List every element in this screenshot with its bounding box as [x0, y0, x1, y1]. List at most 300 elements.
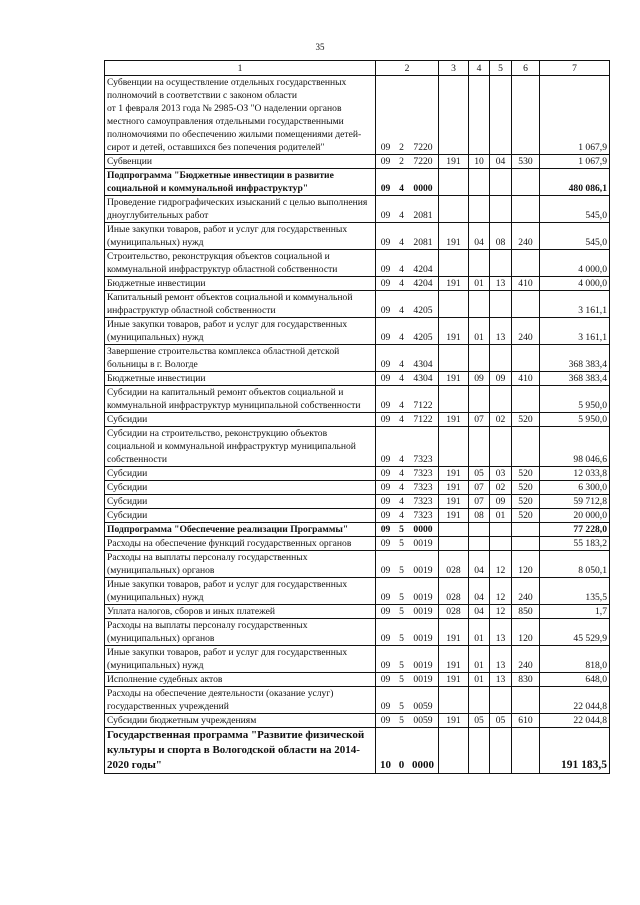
- table-row: [105, 223, 610, 250]
- code-direction: 4204: [413, 264, 433, 275]
- row-col4: [469, 196, 490, 223]
- row-col6: [512, 196, 540, 223]
- row-col5: [490, 427, 512, 467]
- table-row: [105, 728, 610, 774]
- code-group: [376, 537, 438, 550]
- code-subprogram: 4: [399, 414, 404, 425]
- row-col5: 13: [490, 277, 512, 291]
- row-col3: 191: [439, 223, 469, 250]
- code-direction: 7323: [413, 510, 433, 521]
- row-code: [376, 728, 439, 774]
- code-direction: 0019: [413, 660, 433, 671]
- row-col6: 520: [512, 481, 540, 495]
- row-col3: [439, 537, 469, 551]
- row-col5: [490, 345, 512, 372]
- row-amount: 12 033,8: [540, 467, 610, 481]
- row-col3: [439, 386, 469, 413]
- row-col6: 610: [512, 714, 540, 728]
- row-col5: [490, 250, 512, 277]
- code-subprogram: 4: [399, 468, 404, 479]
- row-col5: [490, 169, 512, 196]
- code-subprogram: 4: [399, 482, 404, 493]
- code-program: 09: [380, 305, 391, 316]
- row-code: [376, 223, 439, 250]
- code-direction: 7122: [413, 400, 433, 411]
- row-name: Расходы на выплаты персоналу государственных (муниципальных) органов: [105, 551, 376, 578]
- code-subprogram: 4: [399, 264, 404, 275]
- code-group: [376, 331, 438, 344]
- row-code: [376, 413, 439, 427]
- row-amount: 77 228,0: [540, 523, 610, 537]
- row-col3: [439, 76, 469, 155]
- code-group: [376, 155, 438, 168]
- row-code: [376, 386, 439, 413]
- code-subprogram: 5: [399, 592, 404, 603]
- table-row: [105, 277, 610, 291]
- row-col6: 850: [512, 605, 540, 619]
- code-program: 09: [380, 538, 391, 549]
- row-name: Бюджетные инвестиции: [105, 372, 376, 386]
- code-direction: 4304: [413, 373, 433, 384]
- row-code: [376, 318, 439, 345]
- row-col4: [469, 76, 490, 155]
- row-code: [376, 291, 439, 318]
- row-col5: [490, 196, 512, 223]
- page-number: 35: [315, 42, 325, 52]
- row-name: Уплата налогов, сборов и иных платежей: [105, 605, 376, 619]
- row-col3: 191: [439, 673, 469, 687]
- code-program: 09: [380, 510, 391, 521]
- row-code: [376, 196, 439, 223]
- code-program: 09: [380, 278, 391, 289]
- row-code: [376, 277, 439, 291]
- row-name: Субсидии на строительство, реконструкцию объектов социальной и коммунальной инфраструктур муниципальной собственности: [105, 427, 376, 467]
- code-direction: 7323: [413, 468, 433, 479]
- table-row: [105, 196, 610, 223]
- code-program: 09: [380, 142, 391, 153]
- code-group: [376, 467, 438, 480]
- header-col-2: 2: [376, 61, 439, 76]
- row-col3: [439, 196, 469, 223]
- row-amount: 22 044,8: [540, 687, 610, 714]
- row-col4: 04: [469, 578, 490, 605]
- table-row: [105, 413, 610, 427]
- code-subprogram: 0: [398, 759, 405, 771]
- row-name: Государственная программа "Развитие физической культуры и спорта в Вологодской области на 2014-2020 годы": [105, 728, 376, 774]
- row-col4: 04: [469, 223, 490, 250]
- row-col6: 410: [512, 277, 540, 291]
- row-code: [376, 427, 439, 467]
- code-program: 09: [380, 633, 391, 644]
- row-col4: [469, 523, 490, 537]
- row-amount: 45 529,9: [540, 619, 610, 646]
- row-amount: 1 067,9: [540, 155, 610, 169]
- row-amount: 191 183,5: [540, 728, 610, 774]
- table-row: [105, 578, 610, 605]
- table-row: [105, 155, 610, 169]
- row-col6: 520: [512, 413, 540, 427]
- header-col-5: 5: [490, 61, 512, 76]
- row-col6: [512, 169, 540, 196]
- code-subprogram: 4: [399, 278, 404, 289]
- code-subprogram: 5: [399, 538, 404, 549]
- code-direction: 4204: [413, 278, 433, 289]
- table-row: [105, 551, 610, 578]
- code-direction: 7122: [413, 414, 433, 425]
- row-col6: 240: [512, 578, 540, 605]
- row-name: Завершение строительства комплекса областной детской больницы в г. Вологде: [105, 345, 376, 372]
- row-name: Субвенции: [105, 155, 376, 169]
- row-amount: 20 000,0: [540, 509, 610, 523]
- code-program: 09: [380, 373, 391, 384]
- row-amount: 818,0: [540, 646, 610, 673]
- row-col3: [439, 169, 469, 196]
- row-col6: 120: [512, 619, 540, 646]
- row-code: [376, 578, 439, 605]
- row-col5: [490, 386, 512, 413]
- table-row: [105, 372, 610, 386]
- row-col4: 08: [469, 509, 490, 523]
- row-col4: 10: [469, 155, 490, 169]
- table-row: [105, 386, 610, 413]
- code-program: 09: [380, 359, 391, 370]
- code-program: 09: [380, 482, 391, 493]
- row-amount: 648,0: [540, 673, 610, 687]
- table-row: [105, 673, 610, 687]
- row-amount: 22 044,8: [540, 714, 610, 728]
- code-group: [376, 700, 438, 713]
- code-group: [376, 564, 438, 577]
- code-subprogram: 5: [399, 660, 404, 671]
- row-col5: [490, 76, 512, 155]
- table-row: [105, 291, 610, 318]
- row-name: Субсидии на капитальный ремонт объектов социальной и коммунальной инфраструктур муниципальной собственности: [105, 386, 376, 413]
- table-row: [105, 605, 610, 619]
- code-group: [376, 358, 438, 371]
- code-group: [376, 182, 438, 195]
- row-amount: 6 300,0: [540, 481, 610, 495]
- code-direction: 2081: [413, 237, 433, 248]
- code-program: 09: [380, 701, 391, 712]
- row-name: Субсидии: [105, 509, 376, 523]
- code-group: [376, 509, 438, 522]
- row-amount: 3 161,1: [540, 291, 610, 318]
- row-code: [376, 169, 439, 196]
- code-subprogram: 5: [399, 565, 404, 576]
- row-code: [376, 646, 439, 673]
- code-group: [376, 523, 438, 536]
- code-subprogram: 4: [399, 454, 404, 465]
- row-col6: [512, 250, 540, 277]
- code-program: 09: [380, 237, 391, 248]
- row-col3: 191: [439, 495, 469, 509]
- row-col4: 04: [469, 605, 490, 619]
- code-program: 09: [380, 210, 391, 221]
- row-col4: 01: [469, 673, 490, 687]
- header-row: [105, 61, 610, 76]
- row-col6: [512, 728, 540, 774]
- row-col5: 02: [490, 413, 512, 427]
- row-name: Субсидии бюджетным учреждениям: [105, 714, 376, 728]
- row-amount: 3 161,1: [540, 318, 610, 345]
- row-col5: 13: [490, 318, 512, 345]
- code-subprogram: 4: [399, 305, 404, 316]
- code-program: 09: [380, 715, 391, 726]
- row-code: [376, 673, 439, 687]
- row-amount: 59 712,8: [540, 495, 610, 509]
- row-col4: [469, 250, 490, 277]
- code-direction: 0019: [413, 606, 433, 617]
- row-code: [376, 481, 439, 495]
- code-group: [376, 277, 438, 290]
- row-name: Расходы на обеспечение деятельности (оказание услуг) государственных учреждений: [105, 687, 376, 714]
- table-row: [105, 250, 610, 277]
- code-subprogram: 4: [399, 210, 404, 221]
- code-program: 09: [380, 400, 391, 411]
- table-row: [105, 467, 610, 481]
- row-col6: 120: [512, 551, 540, 578]
- row-col6: 530: [512, 155, 540, 169]
- row-amount: 8 050,1: [540, 551, 610, 578]
- row-col3: [439, 345, 469, 372]
- code-program: 09: [380, 454, 391, 465]
- row-col3: [439, 728, 469, 774]
- code-direction: 0000: [413, 524, 433, 535]
- row-col4: [469, 386, 490, 413]
- code-group: [376, 263, 438, 276]
- code-direction: 7323: [413, 496, 433, 507]
- row-col3: 191: [439, 646, 469, 673]
- row-name: Подпрограмма "Обеспечение реализации Программы": [105, 523, 376, 537]
- row-code: [376, 687, 439, 714]
- code-subprogram: 4: [399, 510, 404, 521]
- code-direction: 4304: [413, 359, 433, 370]
- table-row: [105, 523, 610, 537]
- row-col4: 01: [469, 619, 490, 646]
- row-amount: 4 000,0: [540, 250, 610, 277]
- row-col3: [439, 250, 469, 277]
- row-code: [376, 509, 439, 523]
- row-col4: [469, 427, 490, 467]
- table-row: [105, 495, 610, 509]
- code-program: 09: [380, 183, 391, 194]
- row-col5: 02: [490, 481, 512, 495]
- row-col4: [469, 728, 490, 774]
- code-program: 09: [380, 496, 391, 507]
- row-code: [376, 605, 439, 619]
- code-subprogram: 4: [399, 373, 404, 384]
- row-name: Субсидии: [105, 413, 376, 427]
- row-code: [376, 372, 439, 386]
- row-name: Исполнение судебных актов: [105, 673, 376, 687]
- row-name: Проведение гидрографических изысканий с целью выполнения дноуглубительных работ: [105, 196, 376, 223]
- code-direction: 7220: [413, 142, 433, 153]
- code-subprogram: 4: [399, 400, 404, 411]
- row-amount: 545,0: [540, 196, 610, 223]
- row-col3: 191: [439, 277, 469, 291]
- table-row: [105, 687, 610, 714]
- header-col-6: 6: [512, 61, 540, 76]
- row-col5: 09: [490, 372, 512, 386]
- code-program: 09: [380, 524, 391, 535]
- row-code: [376, 495, 439, 509]
- row-col6: 520: [512, 509, 540, 523]
- row-amount: 368 383,4: [540, 345, 610, 372]
- code-subprogram: 5: [399, 524, 404, 535]
- row-name: Иные закупки товаров, работ и услуг для государственных (муниципальных) нужд: [105, 223, 376, 250]
- row-code: [376, 537, 439, 551]
- row-amount: 1 067,9: [540, 76, 610, 155]
- code-group: [376, 209, 438, 222]
- row-col6: [512, 687, 540, 714]
- row-col6: 830: [512, 673, 540, 687]
- code-direction: 4205: [413, 305, 433, 316]
- row-col4: 07: [469, 413, 490, 427]
- code-group: [376, 495, 438, 508]
- code-program: 09: [380, 332, 391, 343]
- row-name: Подпрограмма "Бюджетные инвестиции в развитие социальной и коммунальной инфраструктур": [105, 169, 376, 196]
- code-group: [376, 413, 438, 426]
- code-program: 09: [380, 264, 391, 275]
- row-col5: 05: [490, 714, 512, 728]
- code-direction: 2081: [413, 210, 433, 221]
- row-col3: 191: [439, 372, 469, 386]
- row-col6: [512, 523, 540, 537]
- row-col5: 04: [490, 155, 512, 169]
- row-code: [376, 523, 439, 537]
- row-col4: 05: [469, 714, 490, 728]
- code-program: 09: [380, 156, 391, 167]
- row-col6: [512, 386, 540, 413]
- row-col5: 03: [490, 467, 512, 481]
- code-program: 09: [380, 674, 391, 685]
- table-row: [105, 76, 610, 155]
- code-direction: 0000: [413, 183, 433, 194]
- row-col4: 07: [469, 481, 490, 495]
- row-col6: [512, 76, 540, 155]
- code-subprogram: 5: [399, 715, 404, 726]
- row-col3: 191: [439, 318, 469, 345]
- code-group: [376, 673, 438, 686]
- row-col4: 01: [469, 318, 490, 345]
- code-program: 09: [380, 468, 391, 479]
- row-name: Субсидии: [105, 495, 376, 509]
- row-col4: 01: [469, 277, 490, 291]
- row-amount: 135,5: [540, 578, 610, 605]
- code-group: [376, 481, 438, 494]
- code-group: [376, 758, 438, 773]
- row-col6: [512, 291, 540, 318]
- row-name: Бюджетные инвестиции: [105, 277, 376, 291]
- row-col3: 191: [439, 714, 469, 728]
- header-col-4: 4: [469, 61, 490, 76]
- code-direction: 0019: [413, 538, 433, 549]
- row-col5: [490, 728, 512, 774]
- code-direction: 4205: [413, 332, 433, 343]
- row-name: Расходы на обеспечение функций государственных органов: [105, 537, 376, 551]
- code-direction: 0000: [412, 759, 434, 771]
- row-name: Иные закупки товаров, работ и услуг для государственных (муниципальных) нужд: [105, 646, 376, 673]
- table-row: [105, 345, 610, 372]
- row-name: Иные закупки товаров, работ и услуг для государственных (муниципальных) нужд: [105, 318, 376, 345]
- code-direction: 7220: [413, 156, 433, 167]
- row-name: Расходы на выплаты персоналу государственных (муниципальных) органов: [105, 619, 376, 646]
- row-col3: 191: [439, 467, 469, 481]
- row-name: Субвенции на осуществление отдельных государственных полномочий в соответствии с законом области от 1 февраля 2013 года № 2985-ОЗ "О наделении органов местного самоуправления отдельными государственными полномочиями по обеспечению жилыми помещениями детей-сирот и детей, оставшихся без попечения родителей": [105, 76, 376, 155]
- row-amount: 98 046,6: [540, 427, 610, 467]
- code-subprogram: 2: [399, 142, 404, 153]
- table-row: [105, 619, 610, 646]
- row-amount: 5 950,0: [540, 413, 610, 427]
- row-code: [376, 619, 439, 646]
- code-program: 09: [380, 592, 391, 603]
- row-col4: 09: [469, 372, 490, 386]
- table-row: [105, 169, 610, 196]
- table-row: [105, 318, 610, 345]
- row-col4: [469, 169, 490, 196]
- row-col3: [439, 687, 469, 714]
- table-row: [105, 646, 610, 673]
- row-col5: 09: [490, 495, 512, 509]
- row-code: [376, 155, 439, 169]
- code-program: 10: [380, 759, 391, 771]
- code-group: [376, 141, 438, 154]
- row-code: [376, 345, 439, 372]
- row-col4: 01: [469, 646, 490, 673]
- code-subprogram: 4: [399, 359, 404, 370]
- row-col3: 191: [439, 155, 469, 169]
- code-group: [376, 453, 438, 466]
- code-group: [376, 714, 438, 727]
- row-col6: 520: [512, 495, 540, 509]
- row-col3: 028: [439, 551, 469, 578]
- table-row: [105, 537, 610, 551]
- row-amount: 480 086,1: [540, 169, 610, 196]
- row-col4: [469, 537, 490, 551]
- code-direction: 7323: [413, 482, 433, 493]
- row-col4: 05: [469, 467, 490, 481]
- row-col5: 13: [490, 646, 512, 673]
- row-code: [376, 250, 439, 277]
- row-col4: 04: [469, 551, 490, 578]
- row-code: [376, 551, 439, 578]
- row-col4: [469, 345, 490, 372]
- code-direction: 0019: [413, 592, 433, 603]
- row-col5: 13: [490, 673, 512, 687]
- code-group: [376, 399, 438, 412]
- table-row: [105, 714, 610, 728]
- code-direction: 0019: [413, 633, 433, 644]
- header-col-1: 1: [105, 61, 376, 76]
- row-col3: 028: [439, 605, 469, 619]
- row-amount: 545,0: [540, 223, 610, 250]
- code-group: [376, 372, 438, 385]
- row-col3: 191: [439, 509, 469, 523]
- row-col6: [512, 345, 540, 372]
- code-subprogram: 4: [399, 237, 404, 248]
- row-col6: 240: [512, 318, 540, 345]
- code-direction: 0059: [413, 715, 433, 726]
- code-program: 09: [380, 660, 391, 671]
- code-program: 09: [380, 565, 391, 576]
- code-subprogram: 4: [399, 496, 404, 507]
- code-subprogram: 5: [399, 606, 404, 617]
- code-group: [376, 591, 438, 604]
- row-name: Субсидии: [105, 481, 376, 495]
- row-col5: [490, 291, 512, 318]
- row-name: Субсидии: [105, 467, 376, 481]
- code-direction: 7323: [413, 454, 433, 465]
